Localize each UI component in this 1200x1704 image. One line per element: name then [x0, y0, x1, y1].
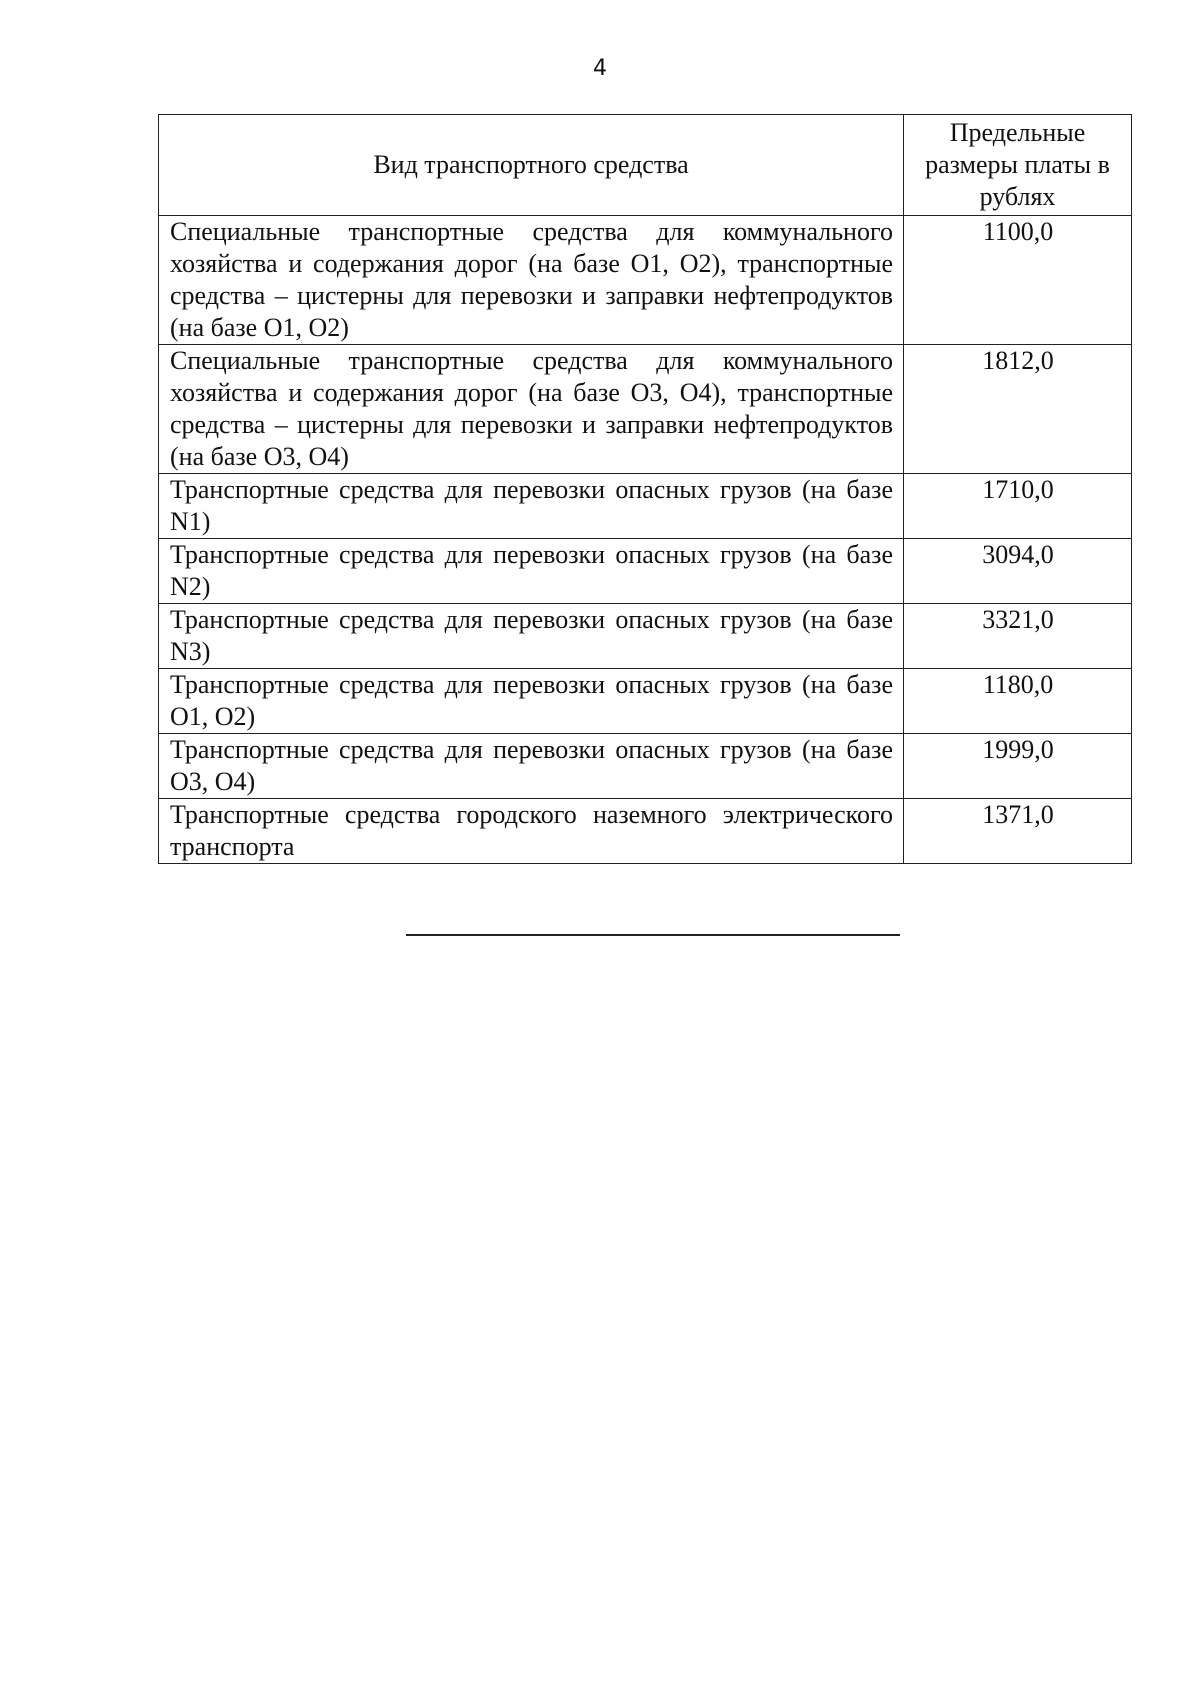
header-vehicle-type: Вид транспортного средства	[159, 115, 904, 216]
table-row	[159, 474, 1132, 539]
header-max-fee: Предельные размеры платы в рублях	[904, 115, 1132, 216]
table-row	[159, 604, 1132, 669]
fee-cell: 3321,0	[904, 604, 1132, 669]
table-row	[159, 734, 1132, 799]
vehicle-cell: Транспортные средства городского наземного электрического транспорта	[159, 799, 904, 864]
fee-cell: 1812,0	[904, 345, 1132, 474]
vehicle-cell: Транспортные средства для перевозки опасных грузов (на базе N1)	[159, 474, 904, 539]
vehicle-cell: Транспортные средства для перевозки опасных грузов (на базе N2)	[159, 539, 904, 604]
fee-cell: 3094,0	[904, 539, 1132, 604]
table-row	[159, 539, 1132, 604]
vehicle-cell: Транспортные средства для перевозки опасных грузов (на базе O1, O2)	[159, 669, 904, 734]
fee-cell: 1999,0	[904, 734, 1132, 799]
fee-table	[158, 114, 1132, 864]
fee-cell: 1371,0	[904, 799, 1132, 864]
table-row	[159, 669, 1132, 734]
vehicle-cell: Транспортные средства для перевозки опасных грузов (на базе O3, O4)	[159, 734, 904, 799]
table-row	[159, 216, 1132, 345]
fee-cell: 1180,0	[904, 669, 1132, 734]
table-row	[159, 799, 1132, 864]
vehicle-cell: Специальные транспортные средства для коммунального хозяйства и содержания дорог (на базе O1, O2), транспортные средства – цистерны для перевозки и заправки нефтепродуктов (на базе O1, O2)	[159, 216, 904, 345]
vehicle-cell: Специальные транспортные средства для коммунального хозяйства и содержания дорог (на базе O3, O4), транспортные средства – цистерны для перевозки и заправки нефтепродуктов (на базе O3, O4)	[159, 345, 904, 474]
fee-cell: 1710,0	[904, 474, 1132, 539]
table-row	[159, 345, 1132, 474]
fee-cell: 1100,0	[904, 216, 1132, 345]
closing-rule	[406, 934, 900, 936]
table-header-row	[159, 115, 1132, 216]
page-number: 4	[593, 56, 607, 81]
vehicle-cell: Транспортные средства для перевозки опасных грузов (на базе N3)	[159, 604, 904, 669]
